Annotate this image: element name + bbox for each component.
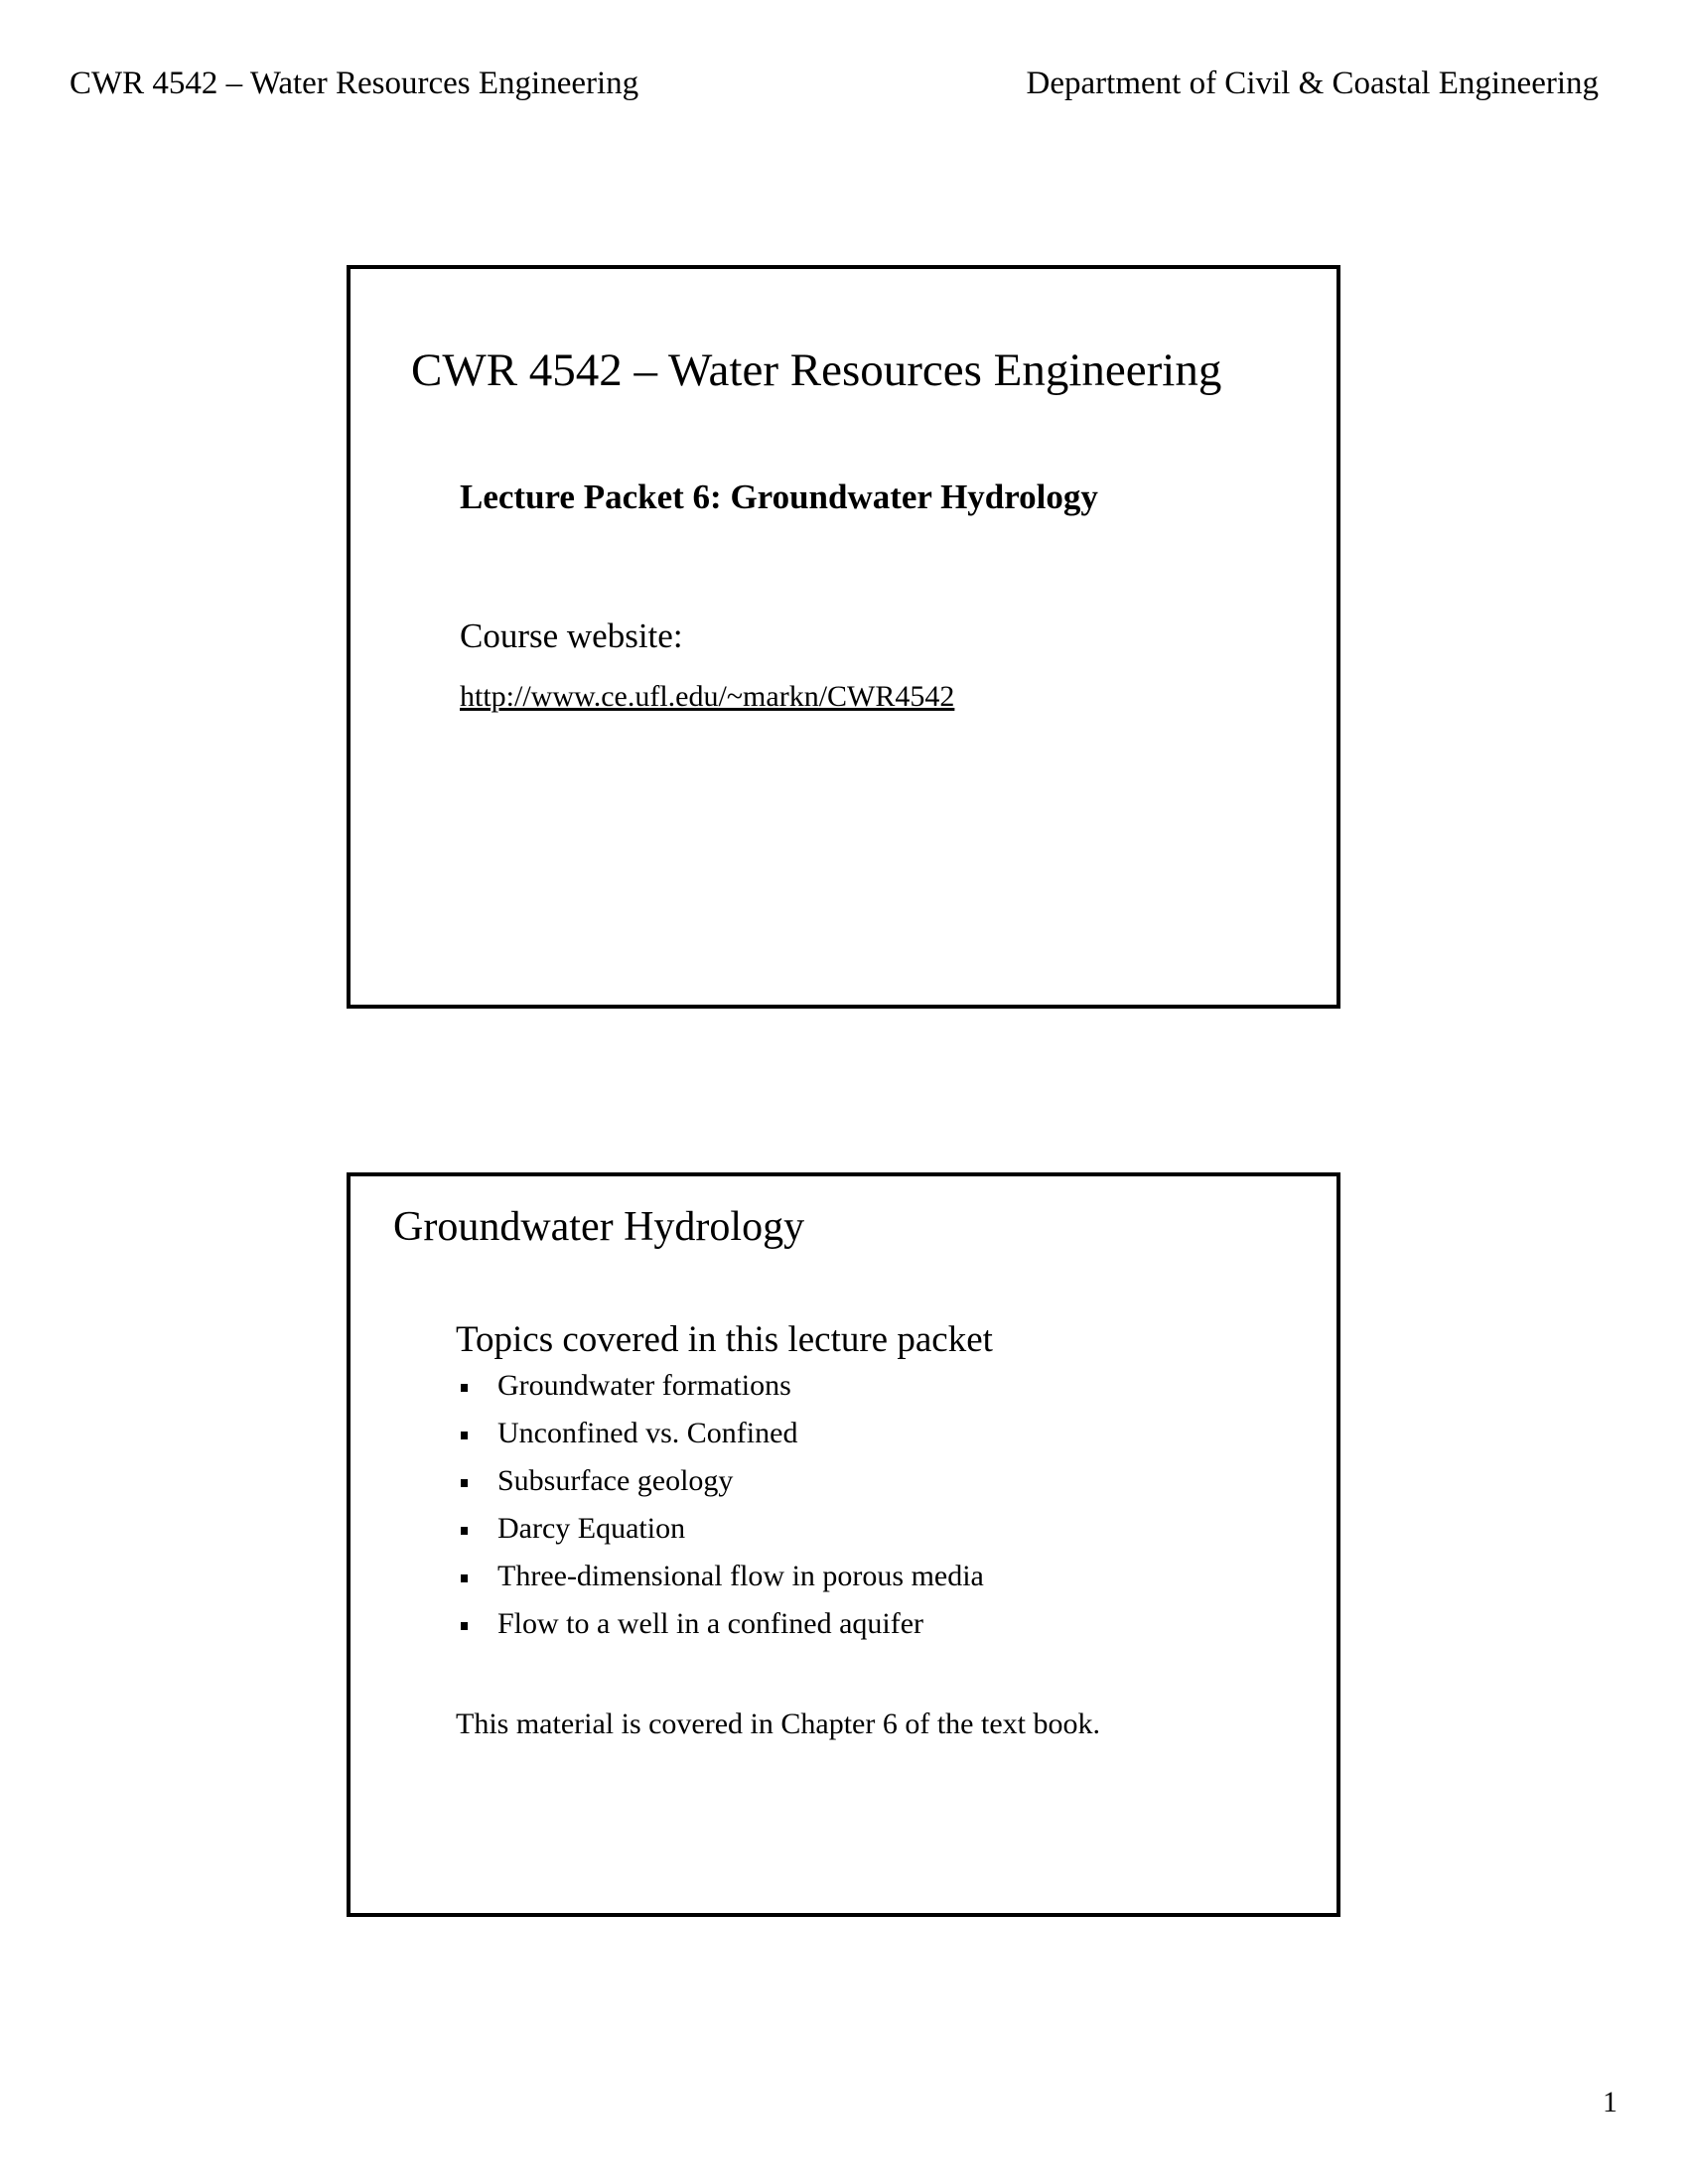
topics-list — [461, 1371, 984, 1657]
topics-intro: Topics covered in this lecture packet — [456, 1319, 993, 1360]
list-item — [461, 1514, 984, 1562]
list-item-text: Unconfined vs. Confined — [497, 1417, 798, 1449]
list-item-text: Darcy Equation — [497, 1512, 686, 1545]
list-item — [461, 1609, 984, 1657]
page-number: 1 — [1603, 2086, 1618, 2118]
square-bullet-icon — [461, 1574, 468, 1582]
slide-subtitle: Lecture Packet 6: Groundwater Hydrology — [460, 478, 1098, 516]
list-item-text: Groundwater formations — [497, 1369, 791, 1402]
slide-title: CWR 4542 – Water Resources Engineering — [411, 344, 1222, 396]
square-bullet-icon — [461, 1479, 468, 1487]
course-website-label: Course website: — [460, 616, 683, 655]
course-website-link[interactable]: http://www.ce.ufl.edu/~markn/CWR4542 — [460, 680, 955, 713]
list-item — [461, 1419, 984, 1466]
slide-2-topics — [347, 1172, 1340, 1917]
slide-title: Groundwater Hydrology — [393, 1204, 805, 1250]
list-item-text: Three-dimensional flow in porous media — [497, 1560, 984, 1592]
slide-1-title — [347, 265, 1340, 1009]
square-bullet-icon — [461, 1622, 468, 1630]
square-bullet-icon — [461, 1527, 468, 1535]
chapter-note: This material is covered in Chapter 6 of the text book. — [456, 1707, 1100, 1740]
list-item-text: Subsurface geology — [497, 1464, 734, 1497]
header-course-title: CWR 4542 – Water Resources Engineering — [70, 66, 639, 101]
square-bullet-icon — [461, 1384, 468, 1392]
square-bullet-icon — [461, 1432, 468, 1439]
header-department: Department of Civil & Coastal Engineering — [1026, 66, 1599, 101]
list-item — [461, 1466, 984, 1514]
list-item — [461, 1371, 984, 1419]
list-item — [461, 1562, 984, 1609]
list-item-text: Flow to a well in a confined aquifer — [497, 1607, 924, 1640]
